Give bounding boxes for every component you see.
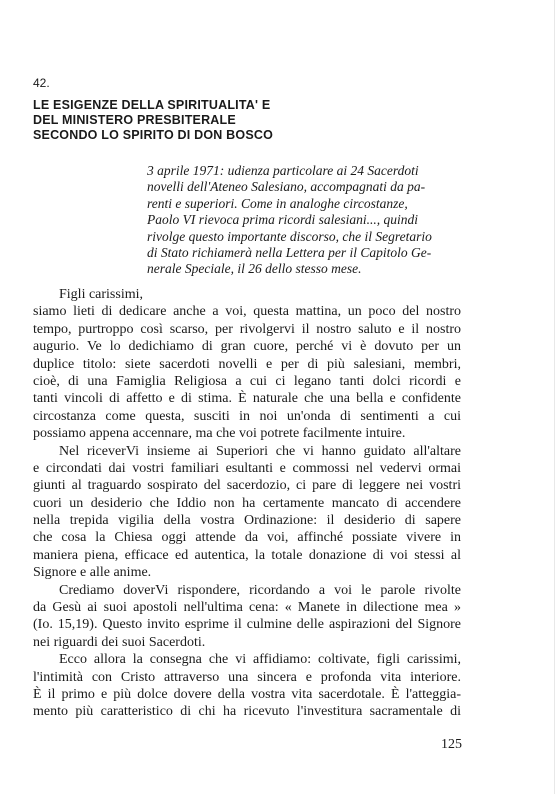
body-line: augurio. Ve lo dedichiamo di gran cuore, perché vi è dovuto per un: [33, 339, 461, 355]
intro-line: Paolo VI rievoca prima ricordi salesiani..., quindi: [147, 212, 418, 228]
body-line: mento più caratteristico di chi ha ricevuto l'investitura sacramentale di: [33, 704, 461, 720]
body-line: da Gesù ai suoi apostoli nell'ultima cena: « Manete in dilectione mea »: [33, 600, 461, 616]
intro-line: renti e superiori. Come in analoghe circostanze,: [147, 195, 408, 211]
body-line: e circondati dai vostri familiari esultanti e commossi nel vedervi ormai: [33, 460, 461, 476]
body-line: È il primo e più dolce dovere della vostra vita sacerdotale. È l'atteggia-: [33, 686, 461, 702]
title-line: SECONDO LO SPIRITO DI DON BOSCO: [33, 128, 274, 142]
body-line: (Io. 15,19). Questo invito esprime il culmine delle aspirazioni del Signore: [33, 617, 461, 633]
body-line: tanti vincoli di affetto e di stima. È naturale che una bella e confidente: [33, 391, 461, 407]
body-line: l'intimità con Cristo attraverso una sincera e profonda vita interiore.: [33, 669, 461, 685]
body-line: siamo lieti di dedicare anche a voi, questa mattina, un poco del nostro: [33, 304, 461, 320]
body-line: maniera piena, efficace ed autentica, la totale donazione di voi stessi al: [33, 547, 461, 563]
body-line: Crediamo doverVi rispondere, ricordando a voi le parole rivolte: [59, 582, 461, 598]
title-line: DEL MINISTERO PRESBITERALE: [33, 113, 236, 127]
body-text: [33, 286, 461, 721]
body-line: cioè, di una Famiglia Religiosa a cui ci legano tanti dolci ricordi e: [33, 373, 461, 389]
intro-line: 3 aprile 1971: udienza particolare ai 24 Sacerdoti: [147, 163, 419, 178]
intro-line: nerale Speciale, il 26 dello stesso mese.: [147, 261, 362, 277]
body-line: Nel riceverVi insieme ai Superiori che vi hanno guidato all'altare: [59, 443, 461, 459]
intro-note: [147, 163, 462, 278]
body-line: tempo, purtroppo così scarso, per rivolgervi il nostro saluto e il nostro: [33, 321, 461, 337]
page-number: 125: [441, 737, 462, 752]
page-edge-line: [554, 0, 555, 794]
body-line: circostanza come questa, susciti in noi un'onda di sentimenti a cui: [33, 408, 461, 424]
body-line: che cosa la Chiesa oggi attende da voi, affinché possiate vivere in: [33, 530, 461, 546]
intro-line: di Stato richiamerà nella Lettera per il Capitolo Ge-: [147, 245, 432, 261]
document-title: [33, 98, 453, 143]
body-line: giunti al traguardo sospirato del sacerdozio, ci pare di leggere nei vostri: [33, 478, 461, 494]
intro-line: novelli dell'Ateneo Salesiano, accompagnati da pa-: [147, 179, 426, 195]
body-line: Ecco allora la consegna che vi affidiamo: coltivate, figli carissimi,: [59, 652, 461, 668]
body-line: duplice titolo: siete sacerdoti novelli e per di più salesiani, membri,: [33, 356, 461, 372]
body-line: nella trepida vigilia della vostra Ordinazione: il desiderio di sapere: [33, 513, 461, 529]
title-line: LE ESIGENZE DELLA SPIRITUALITA' E: [33, 98, 271, 112]
document-number: 42.: [33, 76, 50, 90]
intro-line: rivolge questo importante discorso, che il Segretario: [147, 228, 432, 244]
body-line: cuori un desiderio che Iddio non ha certamente mancato di accendere: [33, 495, 461, 511]
body-line: nei riguardi dei suoi Sacerdoti.: [33, 634, 206, 650]
body-line: Signore e alle anime.: [33, 565, 152, 581]
body-line: Figli carissimi,: [59, 287, 143, 302]
body-line: possiamo appena accennare, ma che voi potrete facilmente intuire.: [33, 426, 406, 442]
